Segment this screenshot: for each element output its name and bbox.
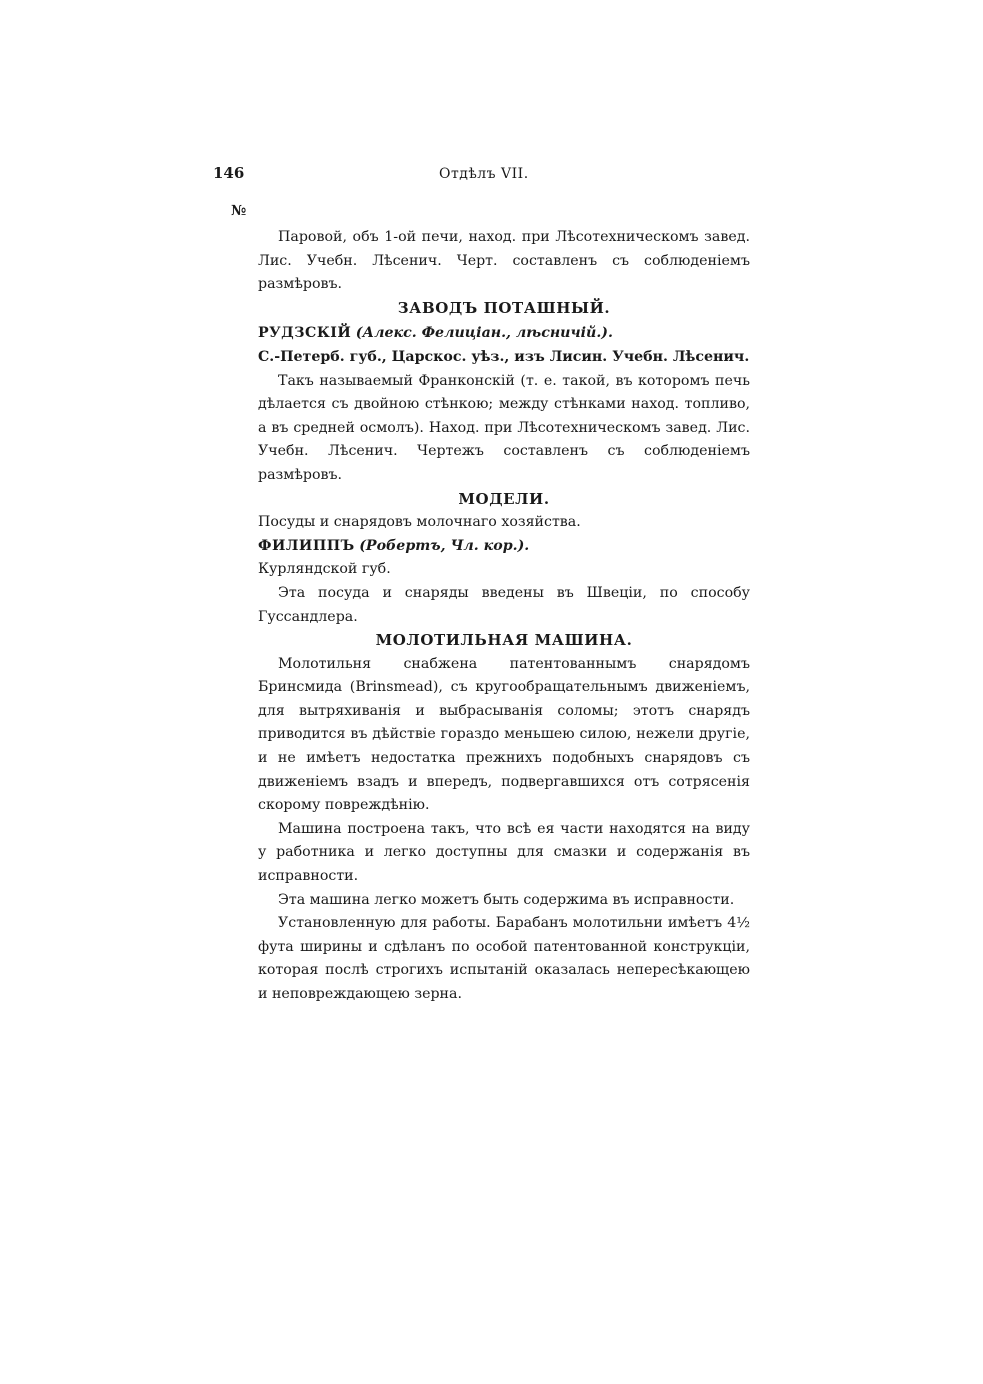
author-info: (Алекс. Фелиціан., лѣсничій.). [355,325,613,342]
author-name: РУДЗСКІЙ [258,325,352,342]
page-header [213,164,753,188]
page-body [258,226,750,1007]
thresher-paragraph-3: Эта машина легко можетъ быть содержима въ исправности. [278,891,735,908]
description-potash: Такъ называемый Франконскій (т. е. такой, въ которомъ печь дѣлается съ двойною стѣнкою; между стѣнками наход. топливо, а въ средней осмолъ). Наход. при Лѣсотехническомъ завед. Лис. Учебн. Лѣсенич. Чертежъ составленъ съ соблюденіемъ размѣровъ. [258,372,750,483]
heading-potash-factory: ЗАВОДЪ ПОТАШНЫЙ. [397,298,611,317]
author-name: ФИЛИППЪ [258,537,355,554]
heading-threshing-machine: МОЛОТИЛЬНАЯ МАШИНА. [375,631,633,650]
heading-models: МОДЕЛИ. [458,489,550,508]
number-column-mark: № [231,203,247,219]
thresher-paragraph-2: Машина построена такъ, что всѣ ея части находятся на виду у работника и легко доступны для смазки и содержанія въ исправности. [258,820,750,885]
location-models: Курляндской губ. [258,561,391,578]
author-line-models [258,535,750,559]
description-models: Эта посуда и снаряды введены въ Швеціи, по способу Гуссандлера. [258,584,750,625]
intro-paragraph: Паровой, объ 1-ой печи, наход. при Лѣсотехническомъ завед. Лис. Учебн. Лѣсенич. Черт. составленъ съ соблюденіемъ размѣровъ. [258,229,750,293]
running-title: Отдѣлъ VII. [439,166,529,182]
location-potash: С.-Петерб. губ., Царскос. уѣз., изъ Лисин. Учебн. Лѣсенич. [258,348,750,365]
models-line: Посуды и снарядовъ молочнаго хозяйства. [258,514,581,531]
author-line-potash [258,322,750,346]
page-number: 146 [213,164,245,182]
author-info: (Робертъ, Чл. кор.). [359,537,530,554]
thresher-paragraph-1: Молотильня снабжена патентованнымъ снарядомъ Бринсмида (Brinsmead), съ кругообращательнымъ движеніемъ, для вытряхиванія и выбрасыванія соломы; этотъ снарядъ приводится въ дѣйствіе гораздо меньшею силою, нежели другіе, и не имѣетъ недостатка прежнихъ подобныхъ снарядовъ съ движеніемъ взадъ и впередъ, подвергавшихся отъ сотрясенія скорому повреждѣнію. [258,655,750,814]
thresher-paragraph-4: Установленную для работы. Барабанъ молотильни имѣетъ 4½ фута ширины и сдѣланъ по особой патентованной конструкціи, которая послѣ строгихъ испытаній оказалась непересѣкающею и неповреждающею зерна. [258,915,750,1002]
